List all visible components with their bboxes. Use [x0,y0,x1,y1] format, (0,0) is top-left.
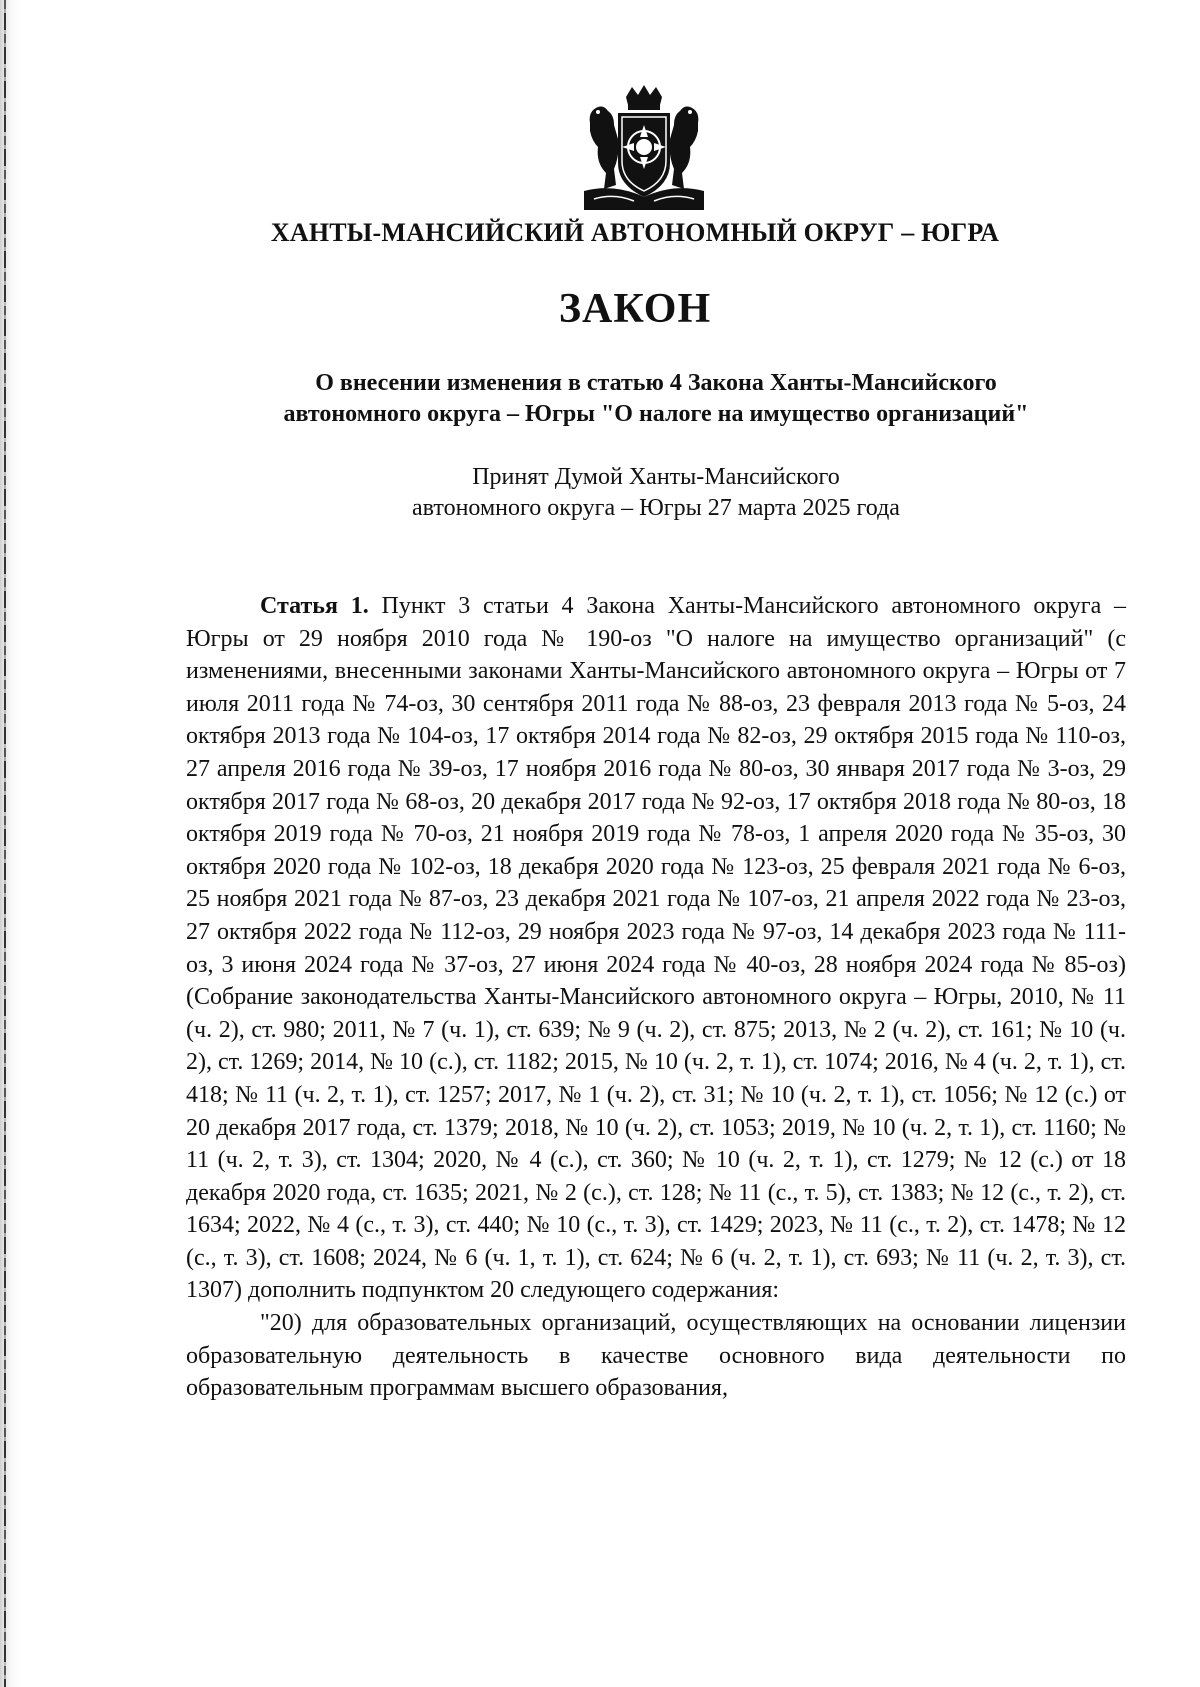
coat-of-arms-emblem [584,85,704,210]
adoption-note-line-1: Принят Думой Ханты-Мансийского [472,464,840,490]
article-1-body [186,590,1126,1405]
law-title-line-1: О внесении изменения в статью 4 Закона Ханты-Мансийского [315,370,997,396]
law-title [186,368,1126,430]
adoption-note-line-2: автономного округа – Югры 27 марта 2025 года [412,495,900,521]
article-1-paragraph [186,590,1126,1307]
article-1-label: Статья 1. [260,593,369,619]
region-name: ХАНТЫ-МАНСИЙСКИЙ АВТОНОМНЫЙ ОКРУГ – ЮГРА [270,218,1000,247]
document-type-heading: ЗАКОН [558,286,712,332]
law-title-line-2: автономного округа – Югры "О налоге на имущество организаций" [283,401,1029,427]
article-1-text: Пункт 3 статьи 4 Закона Ханты-Мансийского автономного округа – Югры от 29 ноября 2010 года № 190-оз "О налоге на имущество организаций" (с изменениями, внесенными законами Ханты-Мансийского автономного округа – Югры от 7 июля 2011 года № 74-оз, 30 сентября 2011 года № 88-оз, 23 февраля 2013 года № 5-оз, 24 октября 2013 года № 104-оз, 17 октября 2014 года № 82-оз, 29 октября 2015 года № 110-оз, 27 апреля 2016 года № 39-оз, 17 ноября 2016 года № 80-оз, 30 января 2017 года № 3-оз, 29 октября 2017 года № 68-оз, 20 декабря 2017 года № 92-оз, 17 октября 2018 года № 80-оз, 18 октября 2019 года № 70-оз, 21 ноября 2019 года № 78-оз, 1 апреля 2020 года № 35-оз, 30 октября 2020 года № 102-оз, 18 декабря 2020 года № 123-оз, 25 февраля 2021 года № 6-оз, 25 ноября 2021 года № 87-оз, 23 декабря 2021 года № 107-оз, 21 апреля 2022 года № 23-оз, 27 октября 2022 года № 112-оз, 29 ноября 2023 года № 97-оз, 14 декабря 2023 года № 111-оз, 3 июня 2024 года № 37-оз, 27 июня 2024 года № 40-оз, 28 ноября 2024 года № 85-оз) (Собрание законодательства Ханты-Мансийского автономного округа – Югры, 2010, № 11 (ч. 2), ст. 980; 2011, № 7 (ч. 1), ст. 639; № 9 (ч. 2), ст. 875; 2013, № 2 (ч. 2), ст. 161; № 10 (ч. 2), ст. 1269; 2014, № 10 (с.), ст. 1182; 2015, № 10 (ч. 2, т. 1), ст. 1074; 2016, № 4 (ч. 2, т. 1), ст. 418; № 11 (ч. 2, т. 1), ст. 1257; 2017, № 1 (ч. 2), ст. 31; № 10 (ч. 2, т. 1), ст. 1056; № 12 (с.) от 20 декабря 2017 года, ст. 1379; 2018, № 10 (ч. 2), ст. 1053; 2019, № 10 (ч. 2, т. 1), ст. 1160; № 11 (ч. 2, т. 3), ст. 1304; 2020, № 4 (с.), ст. 360; № 10 (ч. 2, т. 1), ст. 1279; № 12 (с.) от 18 декабря 2020 года, ст. 1635; 2021, № 2 (с.), ст. 128; № 11 (с., т. 5), ст. 1383; № 12 (с., т. 2), ст. 1634; 2022, № 4 (с., т. 3), ст. 440; № 10 (с., т. 3), ст. 1429; 2023, № 11 (с., т. 2), ст. 1478; № 12 (с., т. 3), ст. 1608; 2024, № 6 (ч. 1, т. 1), ст. 624; № 6 (ч. 2, т. 1), ст. 693; № 11 (ч. 2, т. 3), ст. 1307) дополнить подпунктом 20 следующего содержания: [186,593,1127,1304]
adoption-note [186,462,1126,524]
article-1-quoted-subclause: "20) для образовательных организаций, осуществляющих на основании лицензии образовательную деятельность в качестве основного вида деятельности по образовательным программам высшего образования, [186,1310,1126,1402]
